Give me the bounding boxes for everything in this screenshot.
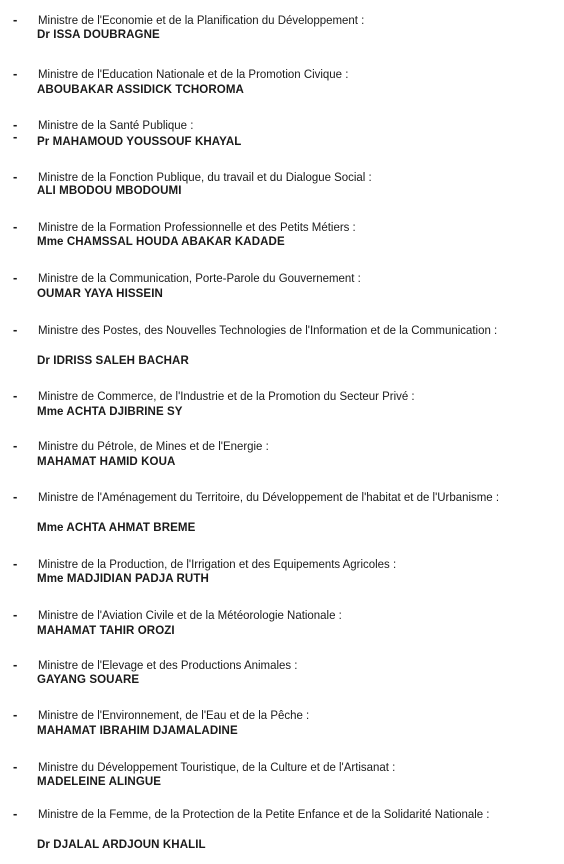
- ministry-title: Ministre de Commerce, de l'Industrie et de la Promotion du Secteur Privé :: [38, 389, 415, 403]
- minister-name: Mme CHAMSSAL HOUDA ABAKAR KADADE: [37, 234, 285, 248]
- minister-name: ABOUBAKAR ASSIDICK TCHOROMA: [37, 82, 244, 96]
- ministry-title: Ministre du Développement Touristique, de la Culture et de l'Artisanat :: [38, 760, 396, 774]
- ministry-title: Ministre de la Formation Professionnelle et des Petits Métiers :: [38, 220, 356, 234]
- list-bullet: -: [13, 322, 18, 337]
- minister-name: MADELEINE ALINGUE: [37, 774, 162, 788]
- ministry-title: Ministre de la Production, de l'Irrigation et des Equipements Agricoles :: [38, 557, 397, 571]
- minister-name: Mme ACHTA AHMAT BREME: [37, 520, 196, 534]
- minister-name: MAHAMAT HAMID KOUA: [37, 454, 176, 468]
- minister-name: MAHAMAT TAHIR OROZI: [37, 623, 175, 637]
- minister-name: Dr ISSA DOUBRAGNE: [37, 27, 160, 41]
- list-bullet: -: [13, 759, 18, 774]
- ministry-title: Ministre de l'Elevage et des Productions Animales :: [38, 658, 298, 672]
- minister-name: Dr DJALAL ARDJOUN KHALIL: [37, 837, 206, 851]
- list-bullet: -: [13, 806, 18, 821]
- minister-name: ALI MBODOU MBODOUMI: [37, 183, 182, 197]
- list-bullet: -: [13, 270, 18, 285]
- ministry-title: Ministre de la Fonction Publique, du travail et du Dialogue Social :: [38, 170, 372, 184]
- minister-name: MAHAMAT IBRAHIM DJAMALADINE: [37, 723, 238, 737]
- ministry-title: Ministre du Pétrole, de Mines et de l'Energie :: [38, 439, 269, 453]
- minister-name: Dr IDRISS SALEH BACHAR: [37, 353, 189, 367]
- list-bullet: -: [13, 489, 18, 504]
- list-bullet: -: [13, 66, 18, 81]
- ministry-title: Ministre de l'Aménagement du Territoire, du Développement de l'habitat et de l'Urbanisme :: [38, 490, 500, 504]
- ministry-title: Ministre de la Santé Publique :: [38, 118, 194, 132]
- ministry-title: Ministre de la Communication, Porte-Parole du Gouvernement :: [38, 271, 361, 285]
- list-bullet: -: [13, 117, 18, 132]
- ministry-title: Ministre de l'Economie et de la Planification du Développement :: [38, 13, 365, 27]
- list-bullet: -: [13, 129, 18, 144]
- ministry-title: Ministre de l'Aviation Civile et de la Météorologie Nationale :: [38, 608, 342, 622]
- minister-name: GAYANG SOUARE: [37, 672, 140, 686]
- list-bullet: -: [13, 657, 18, 672]
- list-bullet: -: [13, 607, 18, 622]
- list-bullet: -: [13, 12, 18, 27]
- minister-name: Mme ACHTA DJIBRINE SY: [37, 404, 183, 418]
- list-bullet: -: [13, 556, 18, 571]
- list-bullet: -: [13, 388, 18, 403]
- minister-name: Pr MAHAMOUD YOUSSOUF KHAYAL: [37, 134, 242, 148]
- ministry-title: Ministre de l'Environnement, de l'Eau et de la Pêche :: [38, 708, 310, 722]
- minister-name: OUMAR YAYA HISSEIN: [37, 286, 163, 300]
- list-bullet: -: [13, 707, 18, 722]
- list-bullet: -: [13, 438, 18, 453]
- ministry-title: Ministre de la Femme, de la Protection de la Petite Enfance et de la Solidarité Nationale :: [38, 807, 490, 821]
- ministry-title: Ministre de l'Education Nationale et de la Promotion Civique :: [38, 67, 349, 81]
- minister-name: Mme MADJIDIAN PADJA RUTH: [37, 571, 209, 585]
- list-bullet: -: [13, 219, 18, 234]
- ministry-title: Ministre des Postes, des Nouvelles Technologies de l'Information et de la Communication :: [38, 323, 498, 337]
- list-bullet: -: [13, 169, 18, 184]
